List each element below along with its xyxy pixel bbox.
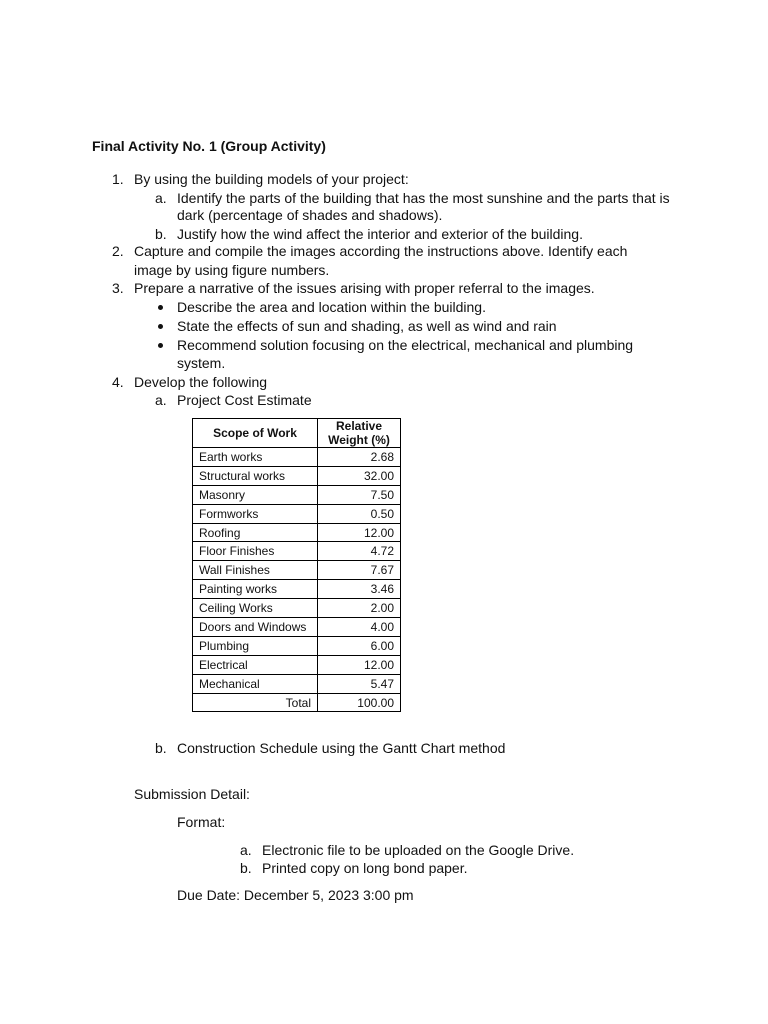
sub-item-text: Justify how the wind affect the interior and exterior of the building. <box>177 226 583 242</box>
table-row <box>193 485 401 504</box>
sub-item-text-continued: dark (percentage of shades and shadows). <box>177 207 443 223</box>
header-weight <box>318 419 401 448</box>
page-title: Final Activity No. 1 (Group Activity) <box>92 138 326 154</box>
table-row <box>193 466 401 485</box>
table-row <box>193 504 401 523</box>
bullet-icon <box>158 324 163 329</box>
weight-cell: 5.47 <box>318 674 401 693</box>
format-label: Format: <box>177 814 226 830</box>
bullet-icon <box>158 305 163 310</box>
scope-cell: Floor Finishes <box>193 542 318 561</box>
scope-cell: Electrical <box>193 655 318 674</box>
table-total-row <box>193 693 401 712</box>
weight-cell: 2.68 <box>318 448 401 467</box>
sub-item-text: Project Cost Estimate <box>177 392 312 408</box>
table-row <box>193 523 401 542</box>
scope-cell: Masonry <box>193 485 318 504</box>
cost-estimate-table <box>192 418 401 712</box>
sub-item-text: Identify the parts of the building that has the most sunshine and the parts that is <box>177 190 670 206</box>
table-row <box>193 561 401 580</box>
item-number: 4. <box>112 374 124 390</box>
header-weight-line2: Weight (%) <box>328 433 390 447</box>
item-text: Develop the following <box>134 374 268 390</box>
item-number: 2. <box>112 243 124 259</box>
sub-item-text: Construction Schedule using the Gantt Chart method <box>177 740 506 756</box>
weight-cell: 7.50 <box>318 485 401 504</box>
item-text: Capture and compile the images according the instructions above. Identify each <box>134 243 628 259</box>
sub-item-letter: a. <box>155 392 167 408</box>
table-row <box>193 580 401 599</box>
item-text: Prepare a narrative of the issues arising with proper referral to the images. <box>134 280 595 296</box>
bullet-icon <box>158 343 163 348</box>
weight-cell: 4.72 <box>318 542 401 561</box>
bullet-text-continued: system. <box>177 355 226 371</box>
header-scope: Scope of Work <box>193 419 318 448</box>
bullet-text: Recommend solution focusing on the electrical, mechanical and plumbing <box>177 337 634 353</box>
weight-cell: 12.00 <box>318 523 401 542</box>
sub-item-letter: b. <box>155 226 167 242</box>
item-text: By using the building models of your project: <box>134 171 409 187</box>
scope-cell: Roofing <box>193 523 318 542</box>
scope-cell: Ceiling Works <box>193 599 318 618</box>
table-row <box>193 655 401 674</box>
table-row <box>193 636 401 655</box>
format-item-letter: a. <box>240 842 252 858</box>
scope-cell: Formworks <box>193 504 318 523</box>
weight-cell: 12.00 <box>318 655 401 674</box>
format-item-text: Electronic file to be uploaded on the Google Drive. <box>262 842 575 858</box>
table-row <box>193 618 401 637</box>
item-number: 3. <box>112 280 124 296</box>
format-item-letter: b. <box>240 860 252 876</box>
item-number: 1. <box>112 171 124 187</box>
header-weight-line1: Relative <box>335 419 383 433</box>
weight-cell: 6.00 <box>318 636 401 655</box>
submission-label: Submission Detail: <box>134 786 250 802</box>
sub-item-letter: a. <box>155 190 167 206</box>
sub-item-letter: b. <box>155 740 167 756</box>
scope-cell: Wall Finishes <box>193 561 318 580</box>
scope-cell: Structural works <box>193 466 318 485</box>
item-text-continued: image by using figure numbers. <box>134 262 330 278</box>
total-label: Total <box>193 693 318 712</box>
scope-cell: Mechanical <box>193 674 318 693</box>
scope-cell: Painting works <box>193 580 318 599</box>
scope-cell: Earth works <box>193 448 318 467</box>
table-header-row <box>193 419 401 448</box>
table-row <box>193 542 401 561</box>
table-row <box>193 599 401 618</box>
table-row <box>193 674 401 693</box>
weight-cell: 3.46 <box>318 580 401 599</box>
weight-cell: 2.00 <box>318 599 401 618</box>
table-row <box>193 448 401 467</box>
weight-cell: 4.00 <box>318 618 401 637</box>
bullet-text: Describe the area and location within the building. <box>177 299 486 315</box>
format-item-text: Printed copy on long bond paper. <box>262 860 468 876</box>
scope-cell: Doors and Windows <box>193 618 318 637</box>
scope-cell: Plumbing <box>193 636 318 655</box>
total-value: 100.00 <box>318 693 401 712</box>
weight-cell: 7.67 <box>318 561 401 580</box>
bullet-text: State the effects of sun and shading, as well as wind and rain <box>177 318 557 334</box>
weight-cell: 0.50 <box>318 504 401 523</box>
due-date: Due Date: December 5, 2023 3:00 pm <box>177 887 414 903</box>
weight-cell: 32.00 <box>318 466 401 485</box>
